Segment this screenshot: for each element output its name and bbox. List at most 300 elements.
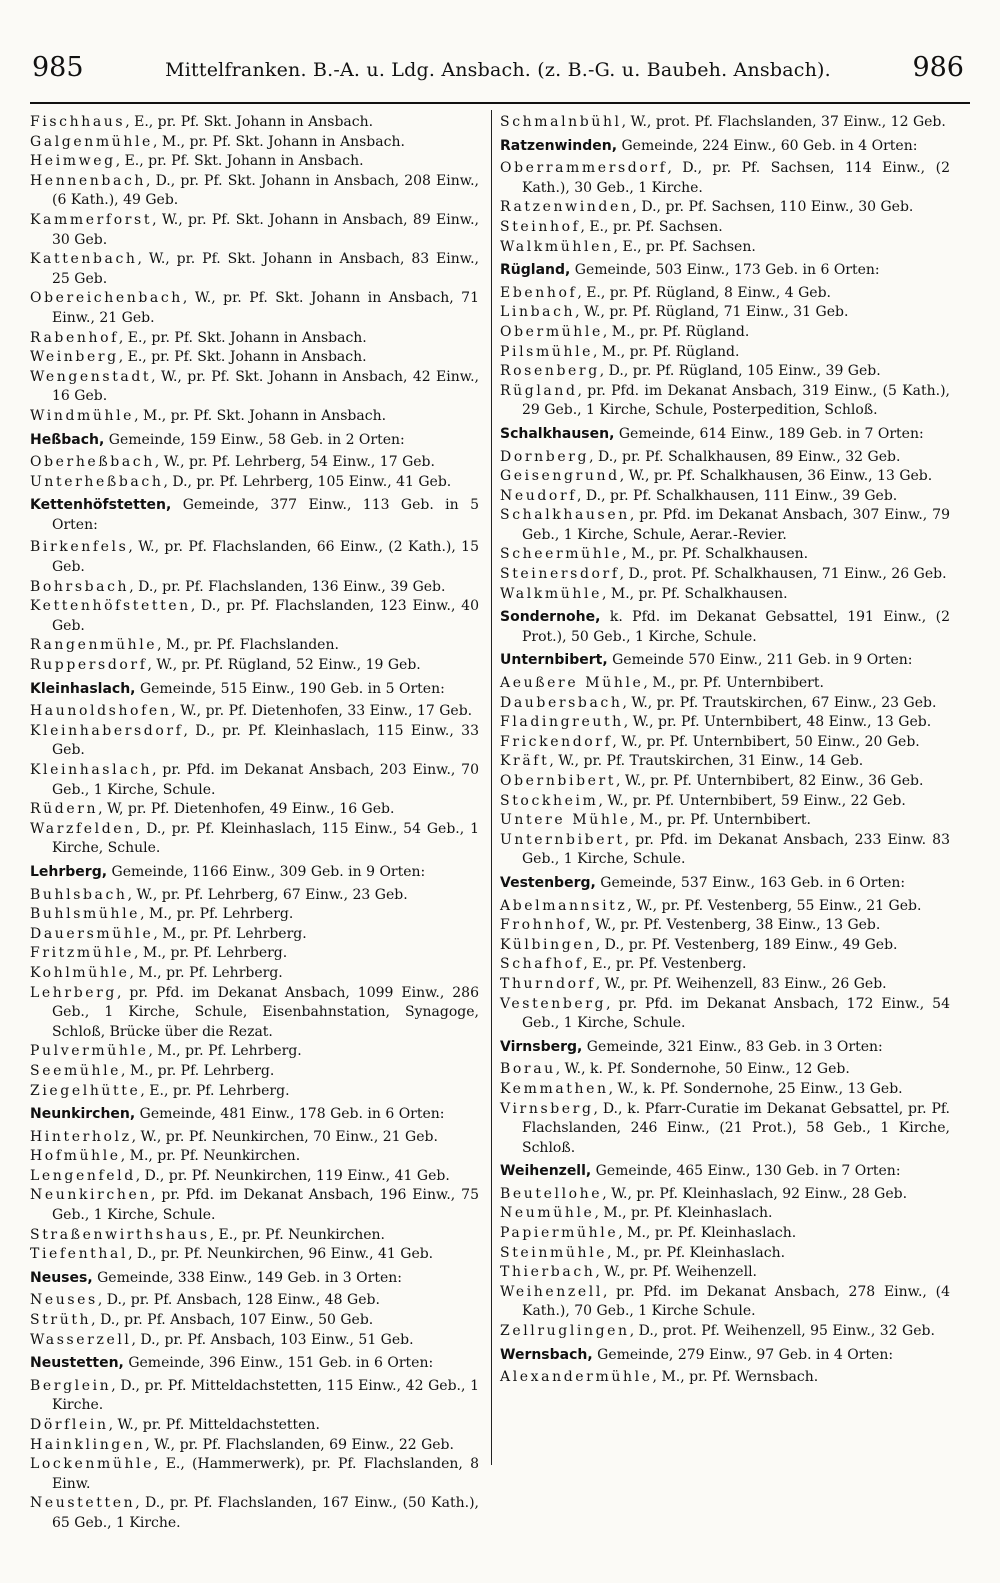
place-entry [30, 1455, 479, 1494]
place-entry [30, 172, 479, 211]
place-entry [500, 1224, 950, 1244]
place-entry [500, 752, 950, 772]
place-entry [500, 218, 950, 238]
entry-details: , D., pr. Pf. Ansbach, 128 Einw., 48 Geb. [97, 1292, 380, 1309]
entry-details: , M., pr. Pf. Lehrberg. [148, 1043, 302, 1060]
place-name: Buhlsmühle [30, 906, 141, 923]
entry-details: Gemeinde, 279 Einw., 97 Geb. in 4 Orten: [592, 1346, 894, 1363]
place-name: Schafhof [500, 956, 584, 973]
place-name: Pilsmühle [500, 343, 594, 360]
place-name: Hofmühle [30, 1148, 121, 1165]
entry-details: , D., pr. Pf. Mitteldachstetten, 115 Einw., 42 Geb., 1 Kirche. [52, 1377, 479, 1414]
place-entry [30, 656, 479, 676]
place-name: Steinersdorf [500, 566, 620, 583]
entry-details: , D., pr. Pf. Flachslanden, 123 Einw., 40 Geb. [52, 598, 479, 634]
municipality-name: Lehrberg, [30, 863, 108, 880]
municipality-heading [30, 863, 479, 883]
entry-details: , W., pr. Pf. Mitteldachstetten. [108, 1417, 320, 1433]
place-entry [30, 597, 479, 636]
entry-details: , M., pr. Pf. Kleinhaslach. [607, 1244, 786, 1261]
place-name: Buhlsbach [30, 886, 128, 903]
place-name: Hainklingen [30, 1436, 146, 1453]
entry-details: , W., pr. Pf. Rügland, 71 Einw., 31 Geb. [575, 304, 849, 321]
entry-details: , W., pr. Pf. Vestenberg, 55 Einw., 21 Geb. [627, 897, 922, 914]
place-name: Geisengrund [500, 468, 620, 485]
entry-details: , D., pr. Pf. Ansbach, 103 Einw., 51 Geb. [131, 1331, 414, 1348]
entry-details: , E., pr. Pf. Skt. Johann in Ansbach. [118, 329, 367, 346]
entry-details: , W., pr. Pf. Unternbibert, 48 Einw., 13 Geb. [623, 714, 932, 731]
entry-details: , E., pr. Pf. Rügland, 8 Einw., 4 Geb. [577, 284, 832, 301]
municipality-name: Neunkirchen, [30, 1106, 136, 1123]
entry-details: , W., pr. Pf. Weihenzell, 83 Einw., 26 Geb. [595, 975, 887, 992]
place-name: Steinhof [500, 218, 581, 235]
entry-details: , W., k. Pf. Sondernohe, 25 Einw., 13 Geb. [608, 1080, 903, 1097]
entry-details: , pr. Pfd. im Dekanat Ansbach, 203 Einw., 70 Geb., 1 Kirche, Schule. [52, 762, 479, 798]
place-name: Dörflein [30, 1417, 109, 1433]
municipality-name: Rügland, [500, 262, 571, 279]
entry-details: , M., pr. Pf. Schalkhausen. [622, 546, 809, 563]
place-entry [30, 1226, 479, 1246]
entry-details: , W., pr. Pf. Skt. Johann in Ansbach, 83 Einw., 25 Geb. [52, 251, 479, 287]
municipality-heading [30, 680, 479, 700]
entry-details: , D., pr. Pf. Schalkhausen, 89 Einw., 32 Geb. [589, 448, 901, 465]
place-name: Heimweg [30, 153, 116, 170]
entry-details: , W., pr. Pf. Dietenhofen, 33 Einw., 17 Geb. [171, 703, 473, 720]
place-entry [500, 1283, 950, 1322]
place-name: Kemmathen [500, 1080, 609, 1097]
place-name: Thierbach [500, 1264, 596, 1281]
place-name: Rügland [500, 382, 578, 399]
entry-details: , D., prot. Pf. Weihenzell, 95 Einw., 32 Geb. [629, 1323, 935, 1340]
entry-details: , M., pr. Pf. Unternbibert. [643, 675, 824, 692]
place-entry [500, 1080, 950, 1100]
place-entry [30, 1147, 479, 1167]
place-entry [30, 925, 479, 945]
municipality-heading [30, 1105, 479, 1125]
entry-details: , pr. Pfd. im Dekanat Ansbach, 307 Einw., 79 Geb., 1 Kirche, Schule, Aerar.-Revier. [522, 507, 950, 543]
place-entry [500, 323, 950, 343]
place-entry [30, 1436, 479, 1456]
entry-details: , D., pr. Pf. Kleinhaslach, 115 Einw., 33 Geb. [52, 722, 479, 759]
entry-details: , E., pr. Pf. Skt. Johann in Ansbach. [125, 114, 374, 130]
place-name: Tiefenthal [30, 1246, 129, 1263]
place-entry [30, 152, 479, 172]
entry-details: , D., pr. Pf. Vestenberg, 189 Einw., 49 Geb. [595, 936, 898, 953]
entry-details: , W., pr. Pf. Trautskirchen, 67 Einw., 23 Geb. [622, 694, 937, 711]
page-number-left: 985 [32, 52, 84, 83]
entry-details: , M., pr. Pf. Kleinhaslach. [618, 1225, 797, 1242]
place-name: Kleinhabersdorf [30, 722, 184, 739]
place-name: Rangenmühle [30, 637, 158, 654]
entry-details: , W., pr. Pf. Unternbibert, 82 Einw., 36 Geb. [616, 773, 924, 789]
municipality-heading [500, 137, 950, 157]
place-name: Kattenbach [30, 251, 138, 268]
entry-details: , D., pr. Pf. Ansbach, 107 Einw., 50 Geb. [91, 1312, 374, 1329]
entry-details: , W., pr. Pf. Flachslanden, 69 Einw., 22 Geb. [145, 1436, 454, 1453]
place-name: Kleinhaslach [30, 762, 153, 778]
place-entry [500, 382, 950, 421]
entry-details: Gemeinde, 159 Einw., 58 Geb. in 2 Orten: [104, 431, 405, 448]
entry-details: , W., pr. Pf. Unternbibert, 59 Einw., 22 Geb. [598, 792, 906, 809]
entry-details: Gemeinde, 465 Einw., 130 Geb. in 7 Orten: [591, 1163, 901, 1180]
place-name: Ruppersdorf [30, 657, 148, 674]
place-name: Fischhaus [30, 114, 126, 130]
place-name: Aeußere Mühle [500, 675, 644, 692]
place-entry [500, 936, 950, 956]
place-name: Wengenstadt [30, 368, 152, 385]
place-entry [500, 713, 950, 733]
entry-details: , D., pr. Pf. Kleinhaslach, 115 Einw., 54 Geb., 1 Kirche, Schule. [52, 820, 479, 857]
place-entry [500, 198, 950, 218]
place-name: Kettenhöfstetten [30, 598, 191, 615]
municipality-name: Sondernohe, [500, 609, 601, 626]
place-name: Ziegelhütte [30, 1082, 141, 1099]
place-entry [500, 565, 950, 585]
place-entry [30, 1082, 479, 1102]
entry-details: , D., pr. Pf. Flachslanden, 167 Einw., (50 Kath.), 65 Geb., 1 Kirche. [52, 1495, 479, 1531]
place-name: Bohrsbach [30, 578, 130, 595]
place-name: Rabenhof [30, 329, 119, 346]
entry-details: , pr. Pfd. im Dekanat Ansbach, 233 Einw. 83 Geb., 1 Kirche, Schule. [522, 831, 950, 868]
place-entry [500, 1263, 950, 1283]
place-name: Scheermühle [500, 546, 623, 563]
entry-details: , W., pr. Pf. Lehrberg, 54 Einw., 17 Geb. [154, 454, 435, 471]
place-entry [30, 133, 479, 153]
entry-details: , M., pr. Pf. Lehrberg. [140, 906, 294, 923]
place-name: Oberrammersdorf [500, 160, 668, 177]
municipality-name: Ratzenwinden, [500, 137, 618, 154]
place-name: Linbach [500, 304, 576, 321]
entry-details: , M., pr. Pf. Lehrberg. [129, 964, 283, 981]
place-entry [30, 368, 479, 407]
place-name: Neuses [30, 1292, 98, 1309]
place-entry [500, 545, 950, 565]
place-entry [500, 362, 950, 382]
place-entry [500, 1322, 950, 1342]
place-name: Dauersmühle [30, 925, 154, 942]
place-name: Ebenhof [500, 284, 578, 301]
place-name: Seemühle [30, 1062, 122, 1079]
place-name: Schmalnbühl [500, 114, 622, 130]
entry-details: , W., pr. Pf. Skt. Johann in Ansbach, 71 Einw., 21 Geb. [52, 290, 479, 326]
place-name: Haunoldshofen [30, 703, 172, 720]
place-entry [500, 159, 950, 198]
entry-details: , pr. Pfd. im Dekanat Ansbach, 1099 Einw., 286 Geb., 1 Kirche, Schule, Eisenbahnstation, Synagoge, Schloß, Brücke über die Rezat. [52, 984, 479, 1040]
place-entry [500, 303, 950, 323]
place-name: Birkenfels [30, 539, 129, 556]
place-entry [30, 289, 479, 328]
place-entry [500, 1204, 950, 1224]
place-name: Schalkhausen [500, 507, 630, 524]
place-entry [30, 761, 479, 800]
place-entry [500, 487, 950, 507]
place-name: Obereichenbach [30, 290, 183, 307]
place-entry [30, 636, 479, 656]
entry-details: , W., k. Pf. Sondernohe, 50 Einw., 12 Geb. [555, 1061, 850, 1078]
municipality-name: Kettenhöfstetten, [30, 497, 172, 514]
municipality-heading [500, 608, 950, 647]
entry-details: Gemeinde, 338 Einw., 149 Geb. in 3 Orten: [92, 1269, 402, 1286]
place-name: Obernbibert [500, 773, 617, 789]
entry-details: , W., pr. Pf. Lehrberg, 67 Einw., 23 Geb. [127, 886, 408, 903]
entry-details: Gemeinde, 515 Einw., 190 Geb. in 5 Orten: [135, 680, 445, 697]
place-name: Lockenmühle [30, 1456, 155, 1473]
place-name: Fritzmühle [30, 945, 134, 962]
place-entry [500, 1368, 950, 1388]
place-name: Beutellohe [500, 1185, 603, 1202]
place-name: Rosenberg [500, 363, 600, 380]
place-name: Oberheßbach [30, 454, 155, 471]
municipality-heading [500, 1346, 950, 1366]
place-name: Kräft [500, 753, 550, 770]
place-name: Straßenwirthshaus [30, 1226, 210, 1243]
entry-details: , E., pr. Pf. Lehrberg. [140, 1082, 290, 1099]
place-name: Stockheim [500, 792, 599, 809]
place-entry [500, 467, 950, 487]
entry-details: k. Pfd. im Dekanat Gebsattel, 191 Einw., (2 Prot.), 50 Geb., 1 Kirche, Schule. [522, 609, 950, 645]
place-name: Windmühle [30, 407, 135, 424]
place-entry [30, 538, 479, 577]
entry-details: , W., pr. Pf. Skt. Johann in Ansbach, 89 Einw., 30 Geb. [52, 211, 479, 248]
place-entry [500, 1244, 950, 1264]
entry-details: , W., pr. Pf. Weihenzell. [595, 1264, 757, 1281]
entry-details: , M., pr. Pf. Wernsbach. [652, 1369, 819, 1386]
place-name: Borau [500, 1061, 556, 1078]
header-rule [30, 102, 970, 104]
municipality-name: Unternbibert, [500, 652, 608, 669]
place-entry [500, 831, 950, 870]
entry-details: , M., pr. Pf. Skt. Johann in Ansbach. [152, 133, 405, 150]
place-name: Frickendorf [500, 733, 613, 750]
entry-details: Gemeinde, 614 Einw., 189 Geb. in 7 Orten: [614, 425, 924, 442]
column-divider [491, 110, 492, 1465]
entry-details: , M., pr. Pf. Kleinhaslach. [594, 1205, 773, 1222]
entry-details: , pr. Pfd. im Dekanat Ansbach, 319 Einw., (5 Kath.), 29 Geb., 1 Kirche, Schule, Posterpedition, Schloß. [522, 382, 950, 419]
municipality-name: Virnsberg, [500, 1038, 583, 1055]
entry-details: , W., pr. Pf. Neunkirchen, 70 Einw., 21 Geb. [131, 1128, 438, 1145]
place-entry [30, 1311, 479, 1331]
place-entry [30, 578, 479, 598]
entry-details: , M., pr. Pf. Unternbibert. [630, 812, 811, 829]
place-name: Neunkirchen [30, 1187, 151, 1204]
place-name: Neudorf [500, 487, 578, 504]
place-entry [30, 722, 479, 761]
place-name: Ratzenwinden [500, 199, 633, 216]
entry-details: , M., pr. Pf. Rügland. [602, 323, 750, 340]
entry-details: , M., pr. Pf. Lehrberg. [133, 945, 288, 962]
place-entry [500, 585, 950, 605]
place-name: Dornberg [500, 448, 590, 465]
entry-details: Gemeinde, 224 Einw., 60 Geb. in 4 Orten: [617, 137, 918, 154]
entry-details: , W., pr. Pf. Skt. Johann in Ansbach, 42 Einw., 16 Geb. [52, 368, 479, 405]
place-name: Daubersbach [500, 694, 623, 711]
entry-details: , M., pr. Pf. Schalkhausen. [601, 585, 788, 602]
place-name: Walkmühlen [500, 238, 614, 255]
entry-details: , W., pr. Pf. Kleinhaslach, 92 Einw., 28 Geb. [602, 1185, 908, 1202]
municipality-name: Wernsbach, [500, 1346, 593, 1363]
place-name: Kammerforst [30, 211, 153, 228]
place-entry [500, 1185, 950, 1205]
entry-details: , D., pr. Pf. Sachsen, 114 Einw., (2 Kath.), 30 Geb., 1 Kirche. [522, 160, 950, 196]
place-name: Strüth [30, 1312, 92, 1329]
place-name: Neumühle [500, 1205, 595, 1222]
place-entry [30, 1416, 479, 1436]
place-entry [30, 1167, 479, 1187]
place-name: Frohnhof [500, 917, 587, 934]
place-name: Külbingen [500, 936, 596, 953]
place-name: Unternbibert [500, 831, 625, 848]
municipality-heading [500, 1038, 950, 1058]
page-number-right: 986 [912, 52, 964, 83]
entry-details: , M., pr. Pf. Skt. Johann in Ansbach. [134, 407, 387, 424]
place-entry [500, 506, 950, 545]
place-entry [500, 995, 950, 1034]
entry-details: , D., pr. Pf. Flachslanden, 136 Einw., 39 Geb. [129, 578, 446, 595]
place-name: Unterheßbach [30, 473, 164, 490]
entry-details: , D., prot. Pf. Schalkhausen, 71 Einw., 26 Geb. [619, 566, 947, 583]
place-entry [30, 1042, 479, 1062]
place-entry [500, 448, 950, 468]
place-name: Alexandermühle [500, 1369, 653, 1386]
place-entry [30, 1186, 479, 1225]
place-name: Neustetten [30, 1495, 136, 1512]
entry-details: , W., pr. Pf. Unternbibert, 50 Einw., 20 Geb. [612, 733, 920, 750]
entry-details: , W., prot. Pf. Flachslanden, 37 Einw., 12 Geb. [621, 114, 946, 130]
entry-details: , E., (Hammerwerk), pr. Pf. Flachslanden, 8 Einw. [52, 1456, 479, 1492]
place-entry [30, 113, 479, 133]
entry-details: Gemeinde, 377 Einw., 113 Geb. in 5 Orten: [52, 497, 479, 533]
entry-details: , D., pr. Pf. Sachsen, 110 Einw., 30 Geb. [632, 199, 914, 216]
entry-details: , pr. Pfd. im Dekanat Ansbach, 196 Einw., 75 Geb., 1 Kirche, Schule. [52, 1187, 479, 1224]
entry-details: , D., pr. Pf. Neunkirchen, 96 Einw., 41 Geb. [128, 1246, 434, 1263]
place-name: Rüdern [30, 801, 99, 818]
place-name: Warzfelden [30, 820, 136, 837]
place-entry [500, 1100, 950, 1159]
entry-details: , W, pr. Pf. Dietenhofen, 49 Einw., 16 Geb. [98, 801, 395, 818]
left-column [30, 113, 479, 1534]
right-column [500, 113, 950, 1388]
place-name: Wasserzell [30, 1331, 132, 1348]
place-entry [30, 820, 479, 859]
place-entry [30, 348, 479, 368]
entry-details: , M., pr. Pf. Lehrberg. [153, 925, 307, 942]
municipality-heading [30, 431, 479, 451]
place-entry [500, 733, 950, 753]
entry-details: Gemeinde 570 Einw., 211 Geb. in 9 Orten: [607, 652, 913, 669]
place-entry [30, 250, 479, 289]
municipality-heading [500, 261, 950, 281]
place-entry [500, 897, 950, 917]
place-entry [500, 792, 950, 812]
place-entry [500, 674, 950, 694]
place-name: Untere Mühle [500, 812, 631, 829]
entry-details: , W., pr. Pf. Vestenberg, 38 Einw., 13 Geb. [586, 917, 881, 934]
entry-details: Gemeinde, 481 Einw., 178 Geb. in 6 Orten: [135, 1106, 445, 1123]
entry-details: , M., pr. Pf. Rügland. [593, 343, 740, 360]
place-name: Fladingreuth [500, 714, 624, 731]
place-entry [30, 944, 479, 964]
entry-details: , M., pr. Pf. Lehrberg. [121, 1062, 275, 1079]
place-entry [30, 1377, 479, 1416]
place-entry [30, 1494, 479, 1533]
entry-details: , D., k. Pfarr-Curatie im Dekanat Gebsattel, pr. Pf. Flachslanden, 246 Einw., (21 Prot.), 58 Geb., 1 Kirche, Schloß. [522, 1100, 950, 1156]
municipality-name: Vestenberg, [500, 874, 596, 891]
entry-details: Gemeinde, 503 Einw., 173 Geb. in 6 Orten: [570, 262, 880, 279]
place-entry [500, 772, 950, 792]
place-entry [30, 473, 479, 493]
place-name: Zellruglingen [500, 1323, 630, 1340]
entry-details: , W., pr. Pf. Trautskirchen, 31 Einw., 14 Geb. [549, 753, 864, 770]
entry-details: , W., pr. Pf. Flachslanden, 66 Einw., (2 Kath.), 15 Geb. [52, 539, 479, 576]
page-header [32, 52, 964, 92]
municipality-name: Weihenzell, [500, 1163, 592, 1180]
place-entry [500, 811, 950, 831]
entry-details: , D., pr. Pf. Neunkirchen, 119 Einw., 41 Geb. [135, 1167, 450, 1184]
municipality-name: Kleinhaslach, [30, 680, 136, 697]
municipality-heading [500, 425, 950, 445]
municipality-name: Neuses, [30, 1269, 93, 1286]
place-entry [30, 1062, 479, 1082]
place-entry [500, 113, 950, 133]
place-entry [500, 343, 950, 363]
place-entry [500, 1060, 950, 1080]
entry-details: , pr. Pfd. im Dekanat Ansbach, 278 Einw., (4 Kath.), 70 Geb., 1 Kirche Schule. [522, 1283, 950, 1320]
entry-details: Gemeinde, 396 Einw., 151 Geb. in 6 Orten: [123, 1355, 434, 1372]
place-name: Thurndorf [500, 975, 596, 992]
place-name: Virnsberg [500, 1100, 594, 1117]
entry-details: Gemeinde, 321 Einw., 83 Geb. in 3 Orten: [582, 1038, 883, 1055]
entry-details: , M., pr. Pf. Neunkirchen. [120, 1148, 301, 1165]
place-name: Abelmannsitz [500, 897, 628, 914]
place-entry [30, 1245, 479, 1265]
place-entry [500, 238, 950, 258]
place-entry [30, 1291, 479, 1311]
place-entry [30, 1331, 479, 1351]
place-entry [30, 905, 479, 925]
place-name: Kohlmühle [30, 964, 130, 981]
municipality-heading [30, 1354, 479, 1374]
place-name: Hennenbach [30, 172, 146, 189]
place-name: Walkmühle [500, 585, 602, 602]
entry-details: , W., pr. Pf. Rügland, 52 Einw., 19 Geb. [147, 657, 421, 674]
municipality-heading [500, 1162, 950, 1182]
place-name: Steinmühle [500, 1244, 608, 1261]
place-name: Berglein [30, 1377, 112, 1394]
place-entry [30, 984, 479, 1043]
entry-details: , D., pr. Pf. Skt. Johann in Ansbach, 208 Einw., (6 Kath.), 49 Geb. [52, 172, 479, 209]
place-name: Weinberg [30, 349, 119, 366]
place-entry [500, 284, 950, 304]
place-entry [30, 453, 479, 473]
entry-details: , M., pr. Pf. Flachslanden. [157, 637, 339, 654]
entry-details: , E., pr. Pf. Neunkirchen. [209, 1226, 385, 1243]
entry-details: , E., pr. Pf. Skt. Johann in Ansbach. [118, 349, 367, 366]
place-entry [30, 211, 479, 250]
entry-details: , D., pr. Pf. Rügland, 105 Einw., 39 Geb. [599, 363, 881, 380]
entry-details: , E., pr. Pf. Vestenberg. [583, 956, 747, 973]
entry-details: Gemeinde, 537 Einw., 163 Geb. in 6 Orten: [595, 874, 906, 891]
place-entry [500, 916, 950, 936]
place-name: Lengenfeld [30, 1167, 136, 1184]
place-entry [30, 407, 479, 427]
place-name: Papiermühle [500, 1225, 619, 1242]
municipality-heading [30, 1269, 479, 1289]
entry-details: , E., pr. Pf. Sachsen. [613, 238, 756, 255]
municipality-name: Schalkhausen, [500, 425, 615, 442]
place-entry [30, 1128, 479, 1148]
place-entry [30, 886, 479, 906]
place-entry [500, 955, 950, 975]
